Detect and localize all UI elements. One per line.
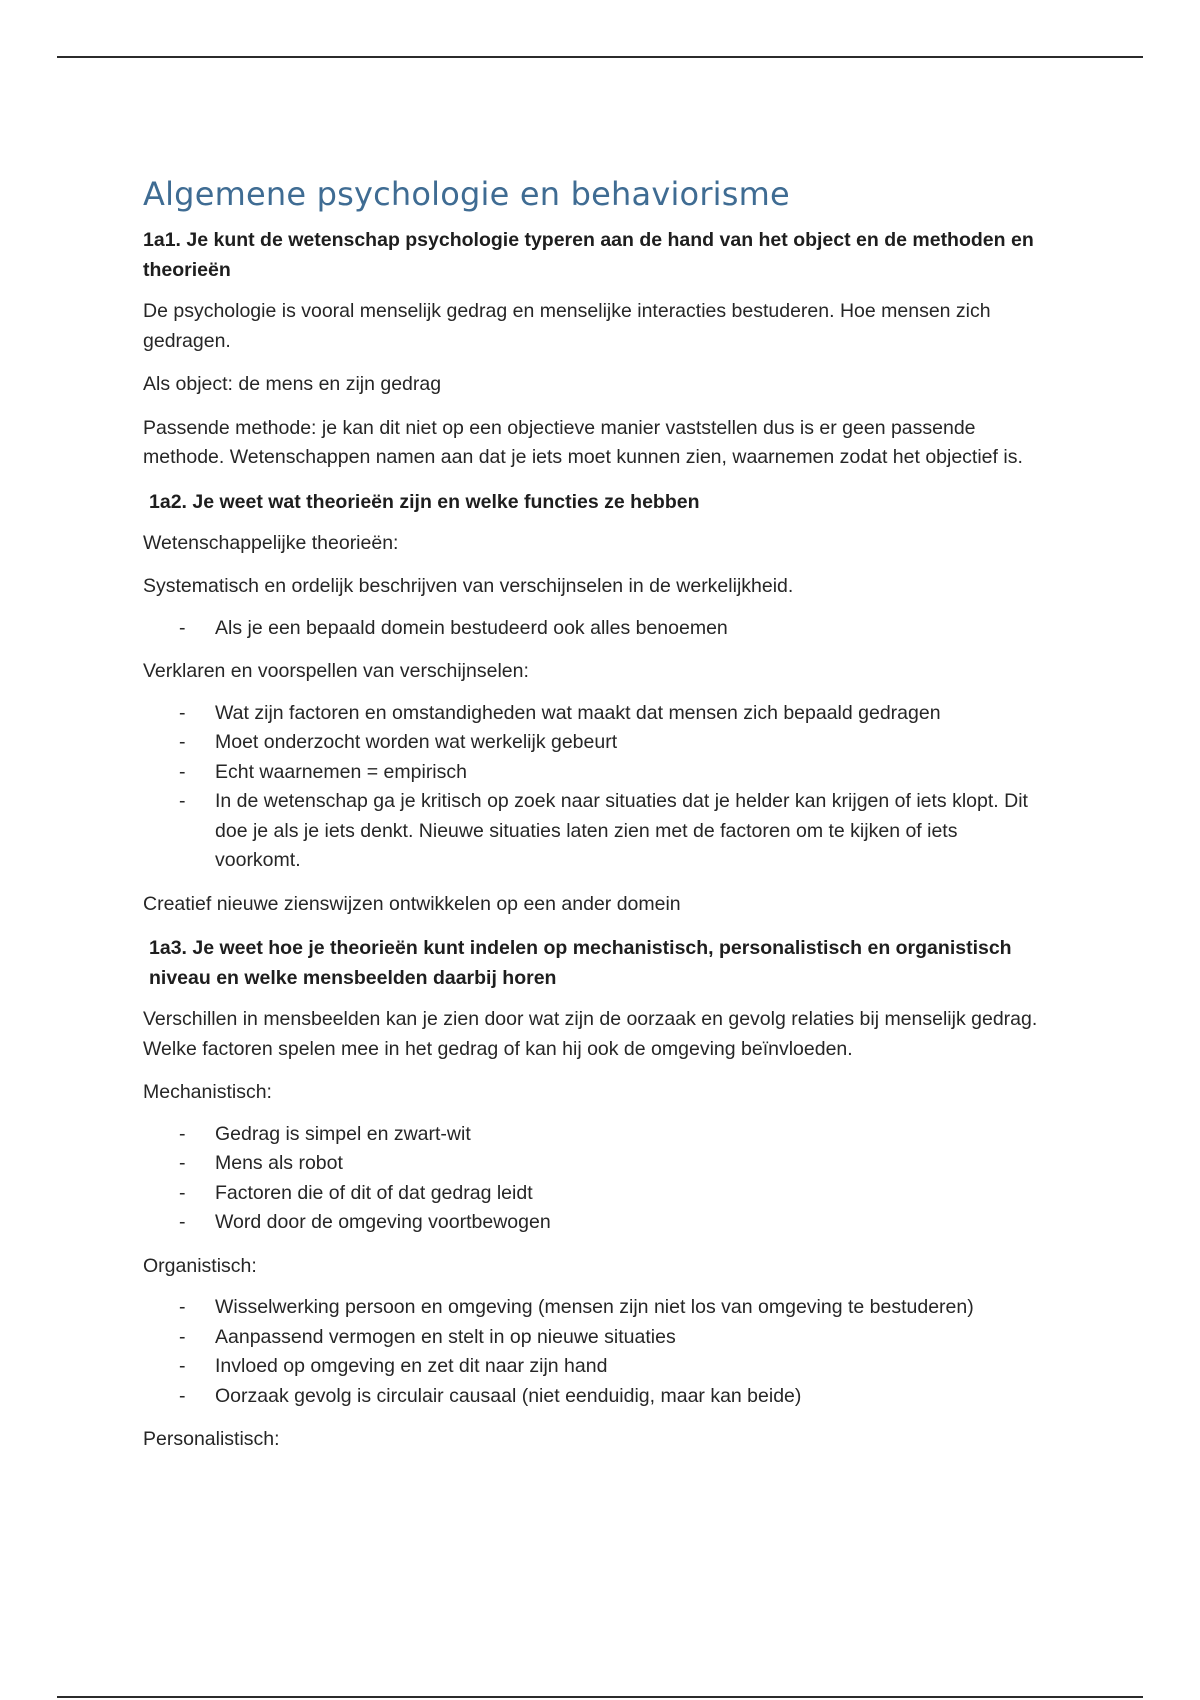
list-item (143, 1179, 1043, 1209)
paragraph: Organistisch: (143, 1254, 257, 1277)
list-item (143, 699, 1043, 729)
dash-bullet: - (179, 1181, 186, 1204)
dash-bullet: - (179, 616, 186, 639)
dash-bullet: - (179, 1384, 186, 1407)
list-item-text: In de wetenschap ga je kritisch op zoek naar situaties dat je helder kan krijgen of iets klopt. Dit doe je als je iets denkt. Nieuwe situaties laten zien met de factoren om te kijken of iets voorkomt. (215, 790, 1028, 871)
paragraph: Personalistisch: (143, 1428, 280, 1450)
paragraph: Systematisch en ordelijk beschrijven van verschijnselen in de werkelijkheid. (143, 575, 794, 597)
dash-bullet: - (179, 790, 186, 812)
list-item (143, 1382, 1043, 1412)
list-item-text: Moet onderzocht worden wat werkelijk gebeurt (215, 731, 618, 753)
dash-bullet: - (179, 731, 186, 753)
list-item-text: Wat zijn factoren en omstandigheden wat maakt dat mensen zich bepaald gedragen (215, 701, 941, 724)
list-item (143, 1120, 1043, 1150)
paragraph: Verklaren en voorspellen van verschijnselen: (143, 660, 529, 682)
list-item (143, 787, 1043, 876)
list-item-text: Word door de omgeving voortbewogen (215, 1211, 551, 1233)
bullet-list (143, 699, 1043, 876)
list-item (143, 1208, 1043, 1238)
dash-bullet: - (179, 1296, 186, 1318)
header-rule (57, 56, 1143, 58)
document-title: Algemene psychologie en behaviorisme (143, 175, 790, 213)
section-heading-1a2: 1a2. Je weet wat theorieën zijn en welke functies ze hebben (149, 490, 700, 513)
document-page (143, 175, 1043, 1469)
dash-bullet: - (179, 760, 186, 783)
list-item (143, 1293, 1043, 1323)
bullet-list (143, 614, 1043, 644)
paragraph: Wetenschappelijke theorieën: (143, 531, 399, 554)
list-item (143, 1149, 1043, 1179)
dash-bullet: - (179, 1122, 186, 1145)
list-item-text: Aanpassend vermogen en stelt in op nieuwe situaties (215, 1325, 676, 1348)
paragraph: Mechanistisch: (143, 1081, 272, 1103)
dash-bullet: - (179, 1211, 186, 1233)
list-item-text: Invloed op omgeving en zet dit naar zijn hand (215, 1355, 608, 1377)
list-item (143, 758, 1043, 788)
list-item (143, 614, 1043, 644)
paragraph: Creatief nieuwe zienswijzen ontwikkelen op een ander domein (143, 892, 681, 915)
bullet-list (143, 1293, 1043, 1411)
dash-bullet: - (179, 701, 186, 724)
list-item (143, 728, 1043, 758)
dash-bullet: - (179, 1355, 186, 1377)
dash-bullet: - (179, 1152, 186, 1174)
list-item (143, 1352, 1043, 1382)
paragraph: De psychologie is vooral menselijk gedrag en menselijke interacties bestuderen. Hoe mensen zich gedragen. (143, 300, 991, 352)
paragraph: Als object: de mens en zijn gedrag (143, 373, 442, 395)
list-item-text: Als je een bepaald domein bestudeerd ook alles benoemen (215, 616, 728, 639)
list-item-text: Oorzaak gevolg is circulair causaal (niet eenduidig, maar kan beide) (215, 1384, 802, 1407)
list-item (143, 1323, 1043, 1353)
list-item-text: Wisselwerking persoon en omgeving (mensen zijn niet los van omgeving te bestuderen) (215, 1296, 974, 1318)
section-heading-1a1: 1a1. Je kunt de wetenschap psychologie typeren aan de hand van het object en de methoden en theorieën (143, 229, 1034, 281)
bullet-list (143, 1120, 1043, 1238)
paragraph: Verschillen in mensbeelden kan je zien door wat zijn de oorzaak en gevolg relaties bij menselijk gedrag. Welke factoren spelen mee in het gedrag of kan hij ook de omgeving beïnvloeden. (143, 1008, 1038, 1060)
list-item-text: Gedrag is simpel en zwart-wit (215, 1122, 471, 1145)
list-item-text: Factoren die of dit of dat gedrag leidt (215, 1181, 533, 1204)
list-item-text: Mens als robot (215, 1152, 343, 1174)
dash-bullet: - (179, 1325, 186, 1348)
footer-rule (57, 1696, 1143, 1698)
paragraph: Passende methode: je kan dit niet op een objectieve manier vaststellen dus is er geen passende methode. Wetenschappen namen aan dat je iets moet kunnen zien, waarnemen zodat het objectief is. (143, 416, 1023, 468)
section-heading-1a3: 1a3. Je weet hoe je theorieën kunt indelen op mechanistisch, personalistisch en organistisch niveau en welke mensbeelden daarbij horen (149, 937, 1012, 989)
list-item-text: Echt waarnemen = empirisch (215, 760, 467, 783)
